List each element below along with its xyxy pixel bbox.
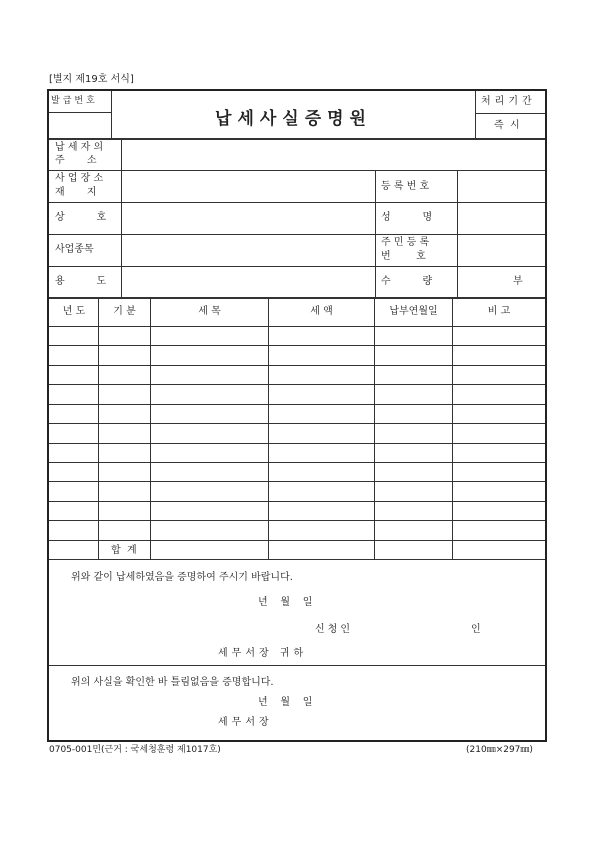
purpose-label: 용 도: [55, 276, 107, 287]
divider: [49, 202, 545, 203]
divider: [49, 138, 545, 140]
grid-line: [49, 345, 545, 346]
seal-label: 인: [471, 624, 481, 635]
grid-line: [49, 443, 545, 444]
footer-reference: 0705-001민(근거 : 국세청훈령 제1017호): [49, 745, 221, 755]
processing-period-label: 처리기간: [481, 96, 536, 107]
divider: [457, 170, 458, 298]
col-remarks: 비 고: [487, 306, 511, 317]
form-number: [별지 제19호 서식]: [49, 74, 134, 85]
footer-size: (210㎜×297㎜): [466, 745, 533, 755]
divider: [475, 91, 476, 138]
business-type-label: 사업종목: [55, 244, 94, 255]
issuer-label: 세무서장: [218, 717, 273, 728]
business-location-label: 사 업 장 소: [55, 173, 104, 184]
declaration-statement: 위와 같이 납세하였음을 증명하여 주시기 바랍니다.: [71, 572, 293, 583]
certificate-form: [47, 89, 547, 742]
grid-line: [268, 298, 269, 559]
divider: [49, 234, 545, 235]
grid-line: [49, 462, 545, 463]
col-year: 년 도: [62, 306, 86, 317]
grid-line: [49, 520, 545, 521]
divider: [49, 665, 545, 666]
confirmation-statement: 위의 사실을 확인한 바 틀림없음을 증명합니다.: [71, 677, 274, 688]
applicant-label: 신청인: [315, 624, 353, 635]
grid-line: [98, 298, 99, 559]
total-label: 합 계: [111, 545, 137, 556]
declaration-date: 년 월 일: [258, 597, 313, 608]
processing-period-value: 즉 시: [494, 120, 520, 131]
col-tax-item: 세 목: [198, 306, 221, 317]
col-tax-amount: 세 액: [310, 306, 333, 317]
divider: [375, 170, 376, 298]
grid-line: [49, 404, 545, 405]
grid-line: [150, 298, 151, 559]
grid-line: [49, 384, 545, 385]
divider: [121, 139, 122, 298]
divider: [49, 170, 545, 171]
grid-line: [452, 298, 453, 559]
grid-line: [374, 298, 375, 559]
business-location-label-2: 재 지: [55, 187, 97, 198]
grid-line: [49, 481, 545, 482]
grid-line: [49, 365, 545, 366]
divider: [49, 112, 111, 113]
name-label: 성 명: [381, 212, 433, 223]
quantity-label: 수 량: [381, 276, 433, 287]
quantity-unit: 부: [513, 276, 523, 287]
grid-line: [49, 326, 545, 327]
confirmation-date: 년 월 일: [258, 697, 313, 708]
issue-no-label: 발급번호: [51, 96, 98, 106]
grid-line: [49, 501, 545, 502]
divider: [475, 113, 545, 114]
taxpayer-address-label-2: 주 소: [55, 155, 97, 166]
addressee-label: 세무서장 귀하: [218, 648, 308, 659]
divider: [49, 266, 545, 267]
grid-line: [49, 423, 545, 424]
resident-no-label-2: 번 호: [381, 251, 426, 262]
grid-line: [49, 540, 545, 541]
resident-no-label: 주 민 등 록: [381, 237, 430, 248]
divider: [49, 297, 545, 299]
page-title: 납세사실증명원: [215, 109, 372, 129]
col-payment-date: 납부연월일: [389, 306, 438, 317]
divider: [49, 559, 545, 560]
trade-name-label: 상 호: [55, 212, 107, 223]
taxpayer-address-label: 납 세 자 의: [55, 142, 104, 153]
col-period: 기 분: [113, 306, 136, 317]
registration-no-label: 등 록 번 호: [381, 181, 430, 192]
